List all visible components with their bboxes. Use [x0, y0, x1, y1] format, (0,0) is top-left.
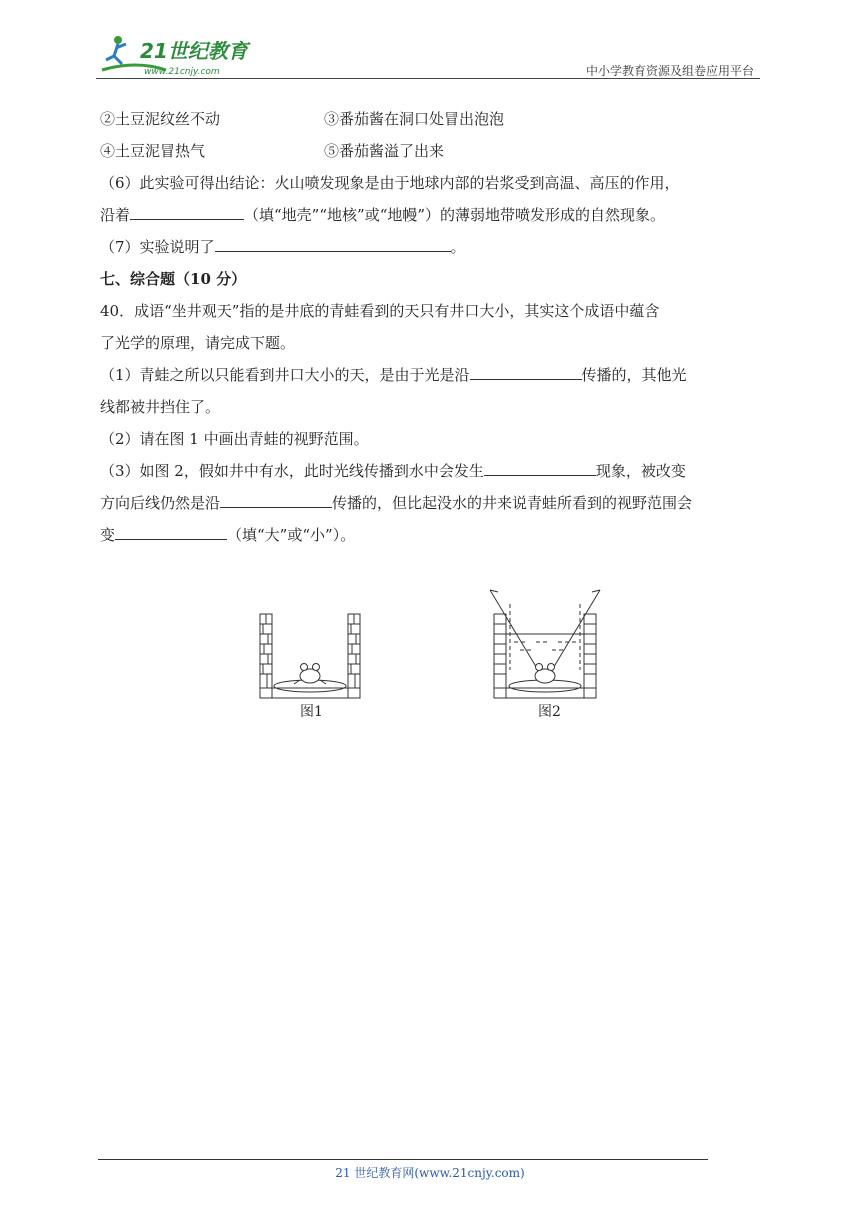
- option-5: ⑤番茄酱溢了出来: [324, 142, 445, 160]
- option-4: ④土豆泥冒热气: [100, 142, 206, 160]
- question-content: [100, 103, 762, 551]
- sub3-text-c: 方向后线仍然是沿: [100, 494, 221, 512]
- q7-text-b: 。: [450, 238, 466, 256]
- logo-text: 21世纪教育: [140, 39, 248, 63]
- page-header: [96, 30, 760, 80]
- platform-name: 中小学教育资源及组卷应用平台: [585, 64, 754, 78]
- site-logo: [96, 30, 266, 78]
- footer-divider: [98, 1159, 708, 1160]
- logo-url: www.21cnjy.com: [144, 67, 220, 77]
- q6-line-2: [100, 199, 762, 231]
- sub1-answer-blank[interactable]: [470, 361, 582, 380]
- frog-icon: [294, 664, 326, 685]
- sub1-line-2: 线都被井挡住了。: [100, 398, 221, 416]
- header-divider: [96, 78, 760, 79]
- q6-line-1: （6）此实验可得出结论：火山喷发现象是由于地球内部的岩浆受到高温、高压的作用，: [100, 174, 680, 192]
- sub1-line-1: [100, 359, 762, 391]
- sub3-text-b: 现象，被改变: [595, 462, 686, 480]
- option-3: ③番茄酱在洞口处冒出泡泡: [324, 110, 505, 128]
- q6-text-b: （填“地壳”“地核”或“地幔”）的薄弱地带喷发形成的自然现象。: [244, 206, 666, 224]
- frog-icon: [535, 664, 555, 684]
- q6-answer-blank[interactable]: [130, 201, 244, 220]
- q7-answer-blank[interactable]: [215, 233, 451, 252]
- figure-2-label: 图2: [538, 704, 561, 720]
- sub3-text-e: 变: [100, 526, 116, 544]
- sub3-line-1: [100, 455, 762, 487]
- figures-area: [250, 582, 610, 732]
- sub1-text-b: 传播的，其他光: [581, 366, 687, 384]
- q40-line-2: 了光学的原理，请完成下题。: [100, 334, 296, 352]
- sub2-line: （2）请在图 1 中画出青蛙的视野范围。: [100, 430, 369, 448]
- section-title: 七、综合题（10 分）: [100, 270, 247, 288]
- sub3-line-2: [100, 487, 762, 519]
- q6-text-a: 沿着: [100, 206, 131, 224]
- sub3-answer-blank-1[interactable]: [484, 457, 596, 476]
- q7-line: [100, 231, 762, 263]
- q7-text-a: （7）实验说明了: [100, 238, 215, 256]
- sub3-text-a: （3）如图 2，假如井中有水，此时光线传播到水中会发生: [100, 462, 484, 480]
- options-row-1: [100, 103, 762, 135]
- sub3-answer-blank-2[interactable]: [220, 489, 332, 508]
- sub3-text-f: （填“大”或“小”）。: [227, 526, 356, 544]
- sub3-answer-blank-3[interactable]: [115, 521, 227, 540]
- q40-line-1: 40．成语“坐井观天”指的是井底的青蛙看到的天只有井口大小，其实这个成语中蕴含: [100, 302, 660, 320]
- options-row-2: [100, 135, 762, 167]
- option-2: ②土豆泥纹丝不动: [100, 110, 221, 128]
- sub3-text-d: 传播的，但比起没水的井来说青蛙所看到的视野范围会: [332, 494, 693, 512]
- sub1-text-a: （1）青蛙之所以只能看到井口大小的天，是由于光是沿: [100, 366, 470, 384]
- footer-text[interactable]: 21 世纪教育网(www.21cnjy.com): [335, 1166, 525, 1180]
- figure-1-label: 图1: [300, 704, 323, 720]
- sub3-line-3: [100, 519, 762, 551]
